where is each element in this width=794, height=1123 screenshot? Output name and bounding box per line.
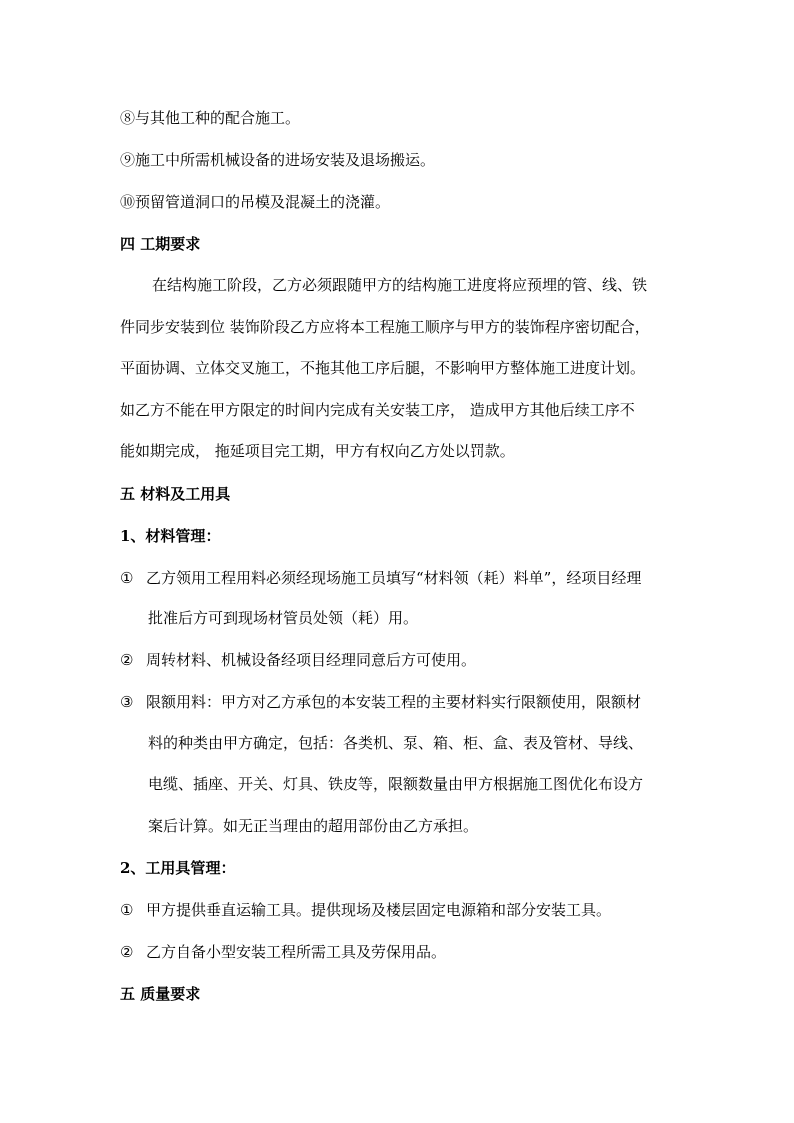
section-heading: 四 工期要求 [120, 235, 201, 253]
list-item: ⑩预留管道洞口的吊模及混凝土的浇灌。 [120, 193, 391, 211]
subsection-heading: 1、材料管理： [120, 527, 221, 545]
section-heading: 五 材料及工用具 [120, 485, 231, 503]
list-item-continuation: 批准后方可到现场材管员处领（耗）用。 [148, 609, 419, 627]
paragraph-line: 如乙方不能在甲方限定的时间内完成有关安装工序， 造成甲方其他后续工序不 [120, 401, 635, 419]
list-item-text: 甲方提供垂直运输工具。提供现场及楼层固定电源箱和部分安装工具。 [146, 901, 612, 919]
list-marker: ① [120, 569, 134, 587]
list-marker: ② [120, 651, 134, 669]
list-marker: ③ [120, 693, 134, 711]
paragraph-line: 平面协调、立体交叉施工，不拖其他工序后腿，不影响甲方整体施工进度计划。 [120, 359, 646, 377]
list-item-text: 限额用料：甲方对乙方承包的本安装工程的主要材料实行限额使用，限额材 [146, 693, 642, 711]
list-item-text: 乙方自备小型安装工程所需工具及劳保用品。 [146, 943, 447, 961]
list-item [120, 692, 641, 712]
list-item [120, 942, 446, 962]
list-item [120, 650, 476, 670]
list-item: ⑧与其他工种的配合施工。 [120, 109, 301, 127]
subsection-heading: 2、工用具管理： [120, 859, 236, 877]
list-item [120, 568, 641, 588]
list-marker: ① [120, 901, 134, 919]
list-item-continuation: 料的种类由甲方确定，包括：各类机、泵、箱、柜、盒、表及管材、导线、 [148, 734, 644, 752]
list-item: ⑨施工中所需机械设备的进场安装及退场搬运。 [120, 151, 436, 169]
section-heading: 五 质量要求 [120, 985, 201, 1003]
paragraph-line: 件同步安装到位 装饰阶段乙方应将本工程施工顺序与甲方的装饰程序密切配合， [120, 318, 650, 336]
paragraph-line: 在结构施工阶段，乙方必须跟随甲方的结构施工进度将应预埋的管、线、铁 [152, 276, 648, 294]
list-item-continuation: 电缆、插座、开关、灯具、铁皮等，限额数量由甲方根据施工图优化布设方 [148, 775, 644, 793]
paragraph-line: 能如期完成， 拖延项目完工期，甲方有权向乙方处以罚款。 [120, 442, 515, 460]
list-item-text: 乙方领用工程用料必须经现场施工员填写“材料领（耗）料单”，经项目经理 [146, 569, 642, 587]
list-item-continuation: 案后计算。如无正当理由的超用部份由乙方承担。 [148, 817, 479, 835]
list-item [120, 900, 611, 920]
list-item-text: 周转材料、机械设备经项目经理同意后方可使用。 [146, 651, 477, 669]
list-marker: ② [120, 943, 134, 961]
